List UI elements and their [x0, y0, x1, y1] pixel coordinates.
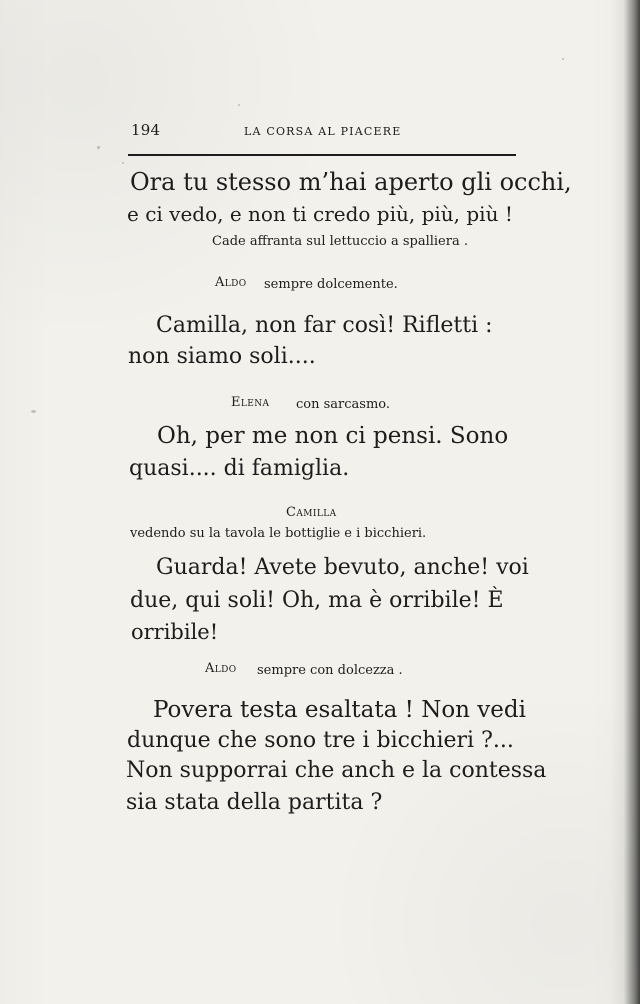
- speech-line: Non supporrai che anch e la contessa: [126, 758, 547, 783]
- speaker-direction: con sarcasmo.: [296, 397, 391, 412]
- speech-line: dunque che sono tre i bicchieri ?...: [127, 728, 514, 753]
- running-title: LA CORSA AL PIACERE: [244, 125, 402, 138]
- speech-line: Guarda! Avete bevuto, anche! voi: [156, 555, 529, 580]
- speaker-name: Elena: [231, 395, 270, 410]
- header-rule: [128, 154, 516, 156]
- speaker-name: Aldo: [205, 661, 237, 676]
- paper-speck: [238, 104, 240, 106]
- speech-line: orribile!: [131, 620, 219, 644]
- speech-line: due, qui soli! Oh, ma è orribile! È: [130, 588, 504, 613]
- paper-speck: [31, 410, 36, 413]
- spine-shadow: [610, 0, 640, 1004]
- speech-line: quasi.... di famiglia.: [129, 456, 350, 481]
- paper-speck: [97, 146, 100, 149]
- stage-direction: Cade affranta sul lettuccio a spalliera .: [212, 234, 468, 249]
- paper-speck: [122, 162, 124, 164]
- page-number: 194: [131, 121, 161, 139]
- speech-line: Oh, per me non ci pensi. Sono: [157, 423, 509, 449]
- speech-line: e ci vedo, e non ti credo più, più, più !: [127, 202, 513, 226]
- speech-line: Povera testa esaltata ! Non vedi: [153, 697, 526, 723]
- speaker-name: Aldo: [215, 275, 247, 290]
- paper-speck: [562, 58, 564, 60]
- speaker-direction: sempre con dolcezza .: [257, 663, 403, 678]
- speech-line: Ora tu stesso m’hai aperto gli occhi,: [130, 168, 572, 196]
- speaker-name: Camilla: [286, 505, 337, 520]
- speech-line: non siamo soli....: [128, 344, 316, 369]
- speech-line: Camilla, non far così! Rifletti :: [156, 313, 493, 338]
- speaker-direction: sempre dolcemente.: [264, 277, 398, 292]
- speech-line: sia stata della partita ?: [126, 790, 383, 815]
- speaker-direction: vedendo su la tavola le bottiglie e i bicchieri.: [130, 526, 427, 541]
